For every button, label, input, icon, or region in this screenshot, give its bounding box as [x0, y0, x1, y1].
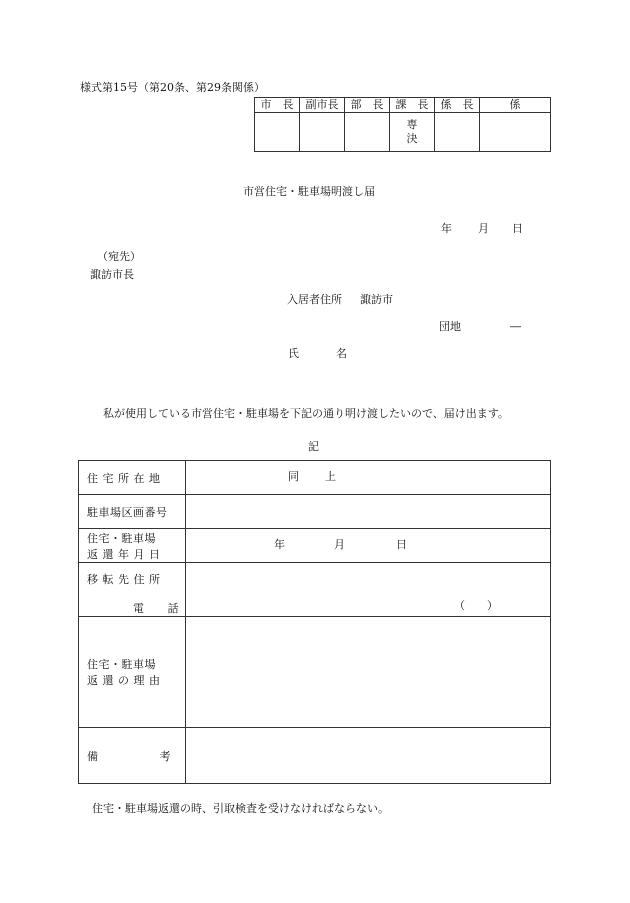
- applicant-name-label-1: 氏: [288, 347, 299, 360]
- address-value-1: 同: [288, 470, 299, 483]
- move-address-label: 移 転 先 住 所: [87, 573, 161, 586]
- parking-number-value[interactable]: [186, 495, 551, 529]
- return-date-label: [79, 529, 186, 563]
- form-id: 様式第15号（第20条、第29条関係）: [80, 81, 265, 94]
- phone-parens: （ ）: [454, 599, 498, 612]
- form-title: 市営住宅・駐車場明渡し届: [243, 185, 375, 198]
- return-reason-label-1: 住宅・駐車場: [87, 658, 156, 671]
- remarks-label: [79, 728, 186, 784]
- remarks-label-1: 備: [87, 749, 99, 763]
- date-month-label: 月: [478, 222, 489, 235]
- return-reason-label: [79, 617, 186, 728]
- approval-stamp-deputy-mayor[interactable]: [300, 113, 345, 152]
- approval-header-deputy-mayor: 副市長: [300, 98, 345, 113]
- return-month-label: 月: [334, 538, 345, 551]
- address-value-2: 上: [325, 470, 336, 483]
- approval-table: [254, 97, 551, 152]
- applicant-name-label-2: 名: [336, 347, 347, 360]
- approval-header-staff: 係: [480, 98, 551, 113]
- date-day-label: 日: [512, 222, 523, 235]
- approval-header-director: 部 長: [345, 98, 390, 113]
- approval-stamp-staff[interactable]: [480, 113, 551, 152]
- statement-text: 私が使用している市営住宅・駐車場を下記の通り明け渡したいので、届け出ます。: [103, 407, 509, 420]
- applicant-complex-label: 団地: [439, 320, 461, 333]
- return-date-label-1: 住宅・駐車場: [87, 531, 156, 545]
- applicant-address-label: 入居者住所: [287, 293, 342, 306]
- details-table: [78, 460, 551, 784]
- stamp-text-2: 決: [406, 132, 418, 145]
- remarks-label-2: 考: [159, 749, 171, 763]
- move-address-label-cell: [79, 563, 186, 617]
- ki-heading: 記: [308, 440, 319, 453]
- parking-number-label: 駐車場区画番号: [79, 495, 186, 529]
- approval-stamp-section-chief[interactable]: [390, 113, 435, 152]
- return-year-label: 年: [274, 538, 285, 551]
- approval-header-mayor: 市 長: [255, 98, 300, 113]
- approval-stamp-subsection-chief[interactable]: [435, 113, 480, 152]
- return-reason-label-2: 返 還 の 理 由: [87, 674, 161, 687]
- return-reason-value[interactable]: [186, 617, 551, 728]
- footer-note: 住宅・駐車場返還の時、引取検査を受けなければならない。: [92, 802, 389, 815]
- phone-label-2: 話: [167, 602, 179, 615]
- stamp-text-1: 専: [406, 118, 418, 131]
- address-value[interactable]: [186, 461, 551, 495]
- addressee-name: 諏訪市長: [90, 268, 134, 281]
- approval-stamp-director[interactable]: [345, 113, 390, 152]
- return-day-label: 日: [396, 538, 407, 551]
- applicant-city: 諏訪市: [360, 293, 393, 306]
- return-date-value[interactable]: [186, 529, 551, 563]
- address-label: 住 宅 所 在 地: [79, 461, 186, 495]
- move-address-value[interactable]: [186, 563, 551, 617]
- phone-label-1: 電: [133, 602, 145, 615]
- remarks-value[interactable]: [186, 728, 551, 784]
- approval-stamp-mayor[interactable]: [255, 113, 300, 152]
- applicant-complex-dash: ―: [510, 320, 521, 333]
- approval-header-section-chief: 課 長: [390, 98, 435, 113]
- return-date-label-2: 返 還 年 月 日: [87, 547, 161, 561]
- addressee-label: （宛先）: [97, 250, 141, 263]
- approval-header-subsection-chief: 係 長: [435, 98, 480, 113]
- phone-label: [133, 600, 179, 616]
- date-year-label: 年: [441, 222, 452, 235]
